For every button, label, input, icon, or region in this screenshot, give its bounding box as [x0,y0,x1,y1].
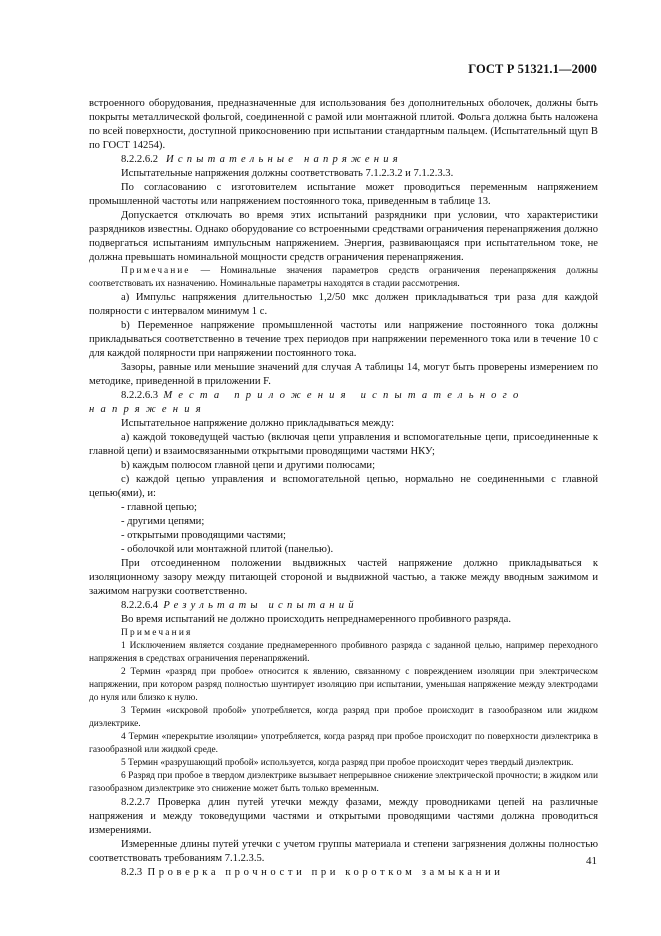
paragraph-item-c-control-circuits: c) каждой цепью управления и вспомогательной цепью, нормально не соединенными с главной цепью(ями), и: [89,474,598,499]
paragraph-no-discharge: Во время испытаний не должно происходить непреднамеренного пробивного разряда. [121,614,511,625]
note-item-1: 1 Исключением является создание преднамеренного пробивного разряда с заданной целью, например переходного напряжения в средствах ограничения перенапряжений. [89,641,598,664]
section-title: Проверка прочности при коротком замыкании [147,867,504,878]
section-number: 8.2.2.6.2 [121,154,159,165]
section-number: 8.2.2.6.4 [121,600,159,611]
paragraph-item-b-poles: b) каждым полюсом главной цепи и другими полюсами; [121,460,376,471]
section-title: Результаты испытаний [163,600,358,611]
standard-header: ГОСТ Р 51321.1—2000 [468,62,597,76]
paragraph-apply-between: Испытательное напряжение должно прикладываться между: [121,418,395,429]
paragraph-creepage-measured: Измеренные длины путей утечки с учетом группы материала и степени загрязнения должны полностью соответствовать требованиям 7.1.2.3.5. [89,839,598,864]
list-item-exposed-parts: - открытыми проводящими частями; [121,530,286,541]
note-item-5: 5 Термин «разрушающий пробой» используется, когда разряд при пробое происходит через твердый диэлектрик. [121,758,574,768]
note-paragraph [89,265,598,291]
paragraph-item-b-ac-dc: b) Переменное напряжение промышленной частоты или напряжение постоянного тока должны прикладываться соответственно в течение трех периодов при напряжении переменного тока или в течение 10 с для каждой полярности при напряжении постоянного тока. [89,320,598,359]
paragraph-test-voltages: Испытательные напряжения должны соответствовать 7.1.2.3.2 и 7.1.2.3.3. [121,168,454,179]
list-item-enclosure: - оболочкой или монтажной плитой (панелью). [121,544,334,555]
paragraph-item-a-live-parts: a) каждой токоведущей частью (включая цепи управления и вспомогательные цепи, присоединенные к главной цепи) и взаимосвязанными открытыми проводящими частями НКУ; [89,432,598,457]
section-heading-8-2-2-6-4 [89,599,598,613]
note-label: Примечание [121,266,191,276]
paragraph-agreement: По согласованию с изготовителем испытание может проводиться переменным напряжением промышленной частоты или напряжением постоянного тока, приведенным в таблице 13. [89,182,598,207]
paragraph-creepage-check: 8.2.2.7 Проверка длин путей утечки между фазами, между проводниками цепей на различные напряжения и между токоведущими частями и открытыми проводящими частями должна проводиться измерениями. [89,797,598,836]
section-title: Испытательные напряжения [166,154,402,165]
section-number: 8.2.3 [121,867,143,878]
paragraph-item-a-impulse: a) Импульс напряжения длительностью 1,2/50 мкс должен прикладываться три раза для каждой полярности с интервалом минимум 1 с. [89,292,598,317]
note-item-2: 2 Термин «разряд при пробое» относится к явлению, связанному с повреждением изоляции при электрическом напряжении, при котором разряд полностью шунтирует изоляцию при испытании, уменьшая напряжение между электродами до нуля или близко к нулю. [89,667,598,703]
note-item-3: 3 Термин «искровой пробой» употребляется, когда разряд при пробое происходит в газообразном или жидком диэлектрике. [89,706,598,729]
notes-heading: Примечания [121,628,193,638]
paragraph-clearances: Зазоры, равные или меньшие значений для случая А таблицы 14, могут быть проверены измерением по методике, приведенной в приложении F. [89,362,598,387]
paragraph-withdrawable: При отсоединенном положении выдвижных частей напряжение должно прикладываться к изоляционному зазору между питающей стороной и выдвижной частью, а также между вводным зажимом и зажимом нагрузки соответственно. [89,558,598,597]
paragraph-foil: встроенного оборудования, предназначенные для использования без дополнительных оболочек, должны быть покрыты металлической фольгой, соединенной с рамой или монтажной плитой. Фольга должна быть наложена по всей поверхности, доступной прикосновению при испытании стандартным пальцем. (Испытательный щуп В по ГОСТ 14254). [89,98,598,151]
page-number: 41 [586,855,597,867]
section-heading-8-2-2-6-2 [89,153,598,167]
paragraph-arresters: Допускается отключать во время этих испытаний разрядники при условии, что характеристики разрядников известны. Однако оборудование со встроенными средствами ограничения перенапряжения должно подвергаться испытаниям импульсным напряжением. Энергия, развивающаяся при испытательном токе, не должна превышать номинальной мощности средств ограничения перенапряжения. [89,210,598,263]
section-heading-8-2-2-6-3 [89,389,598,417]
section-number: 8.2.2.6.3 [121,390,159,401]
section-title: Места приложения испытательного напряжения [89,390,525,415]
note-text: — Номинальные значения параметров средств ограничения перенапряжения должны соответствовать их назначению. Номинальные параметры находятся в стадии рассмотрения. [89,266,598,289]
list-item-main-circuit: - главной цепью; [121,502,197,513]
list-item-other-circuits: - другими цепями; [121,516,205,527]
note-item-6: 6 Разряд при пробое в твердом диэлектрике вызывает непрерывное снижение электрической прочности; в жидком или газообразном диэлектрике это снижение может быть только временным. [89,771,598,794]
note-item-4: 4 Термин «перекрытие изоляции» употребляется, когда разряд при пробое происходит по поверхности диэлектрика в газообразной или жидкой среде. [89,732,598,755]
page-body [89,97,598,880]
section-heading-8-2-3 [89,866,598,880]
